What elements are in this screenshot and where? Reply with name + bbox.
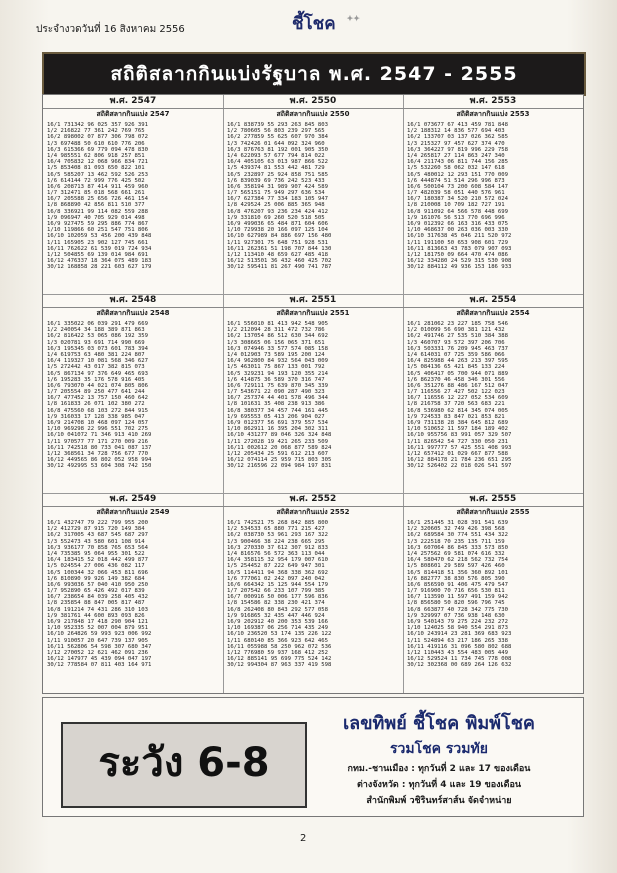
draw-row: 16/1 335022 06 039 291 479 669 [47,321,149,327]
draw-row: 1/5 463011 75 867 133 001 792 [227,364,325,371]
draw-row: 1/8 210008 10 709 182 727 191 [407,202,505,209]
draw-row: 1/9 329997 07 736 938 148 630 [407,612,505,619]
draw-row: 1/5 024554 27 006 436 082 117 [47,563,145,570]
draw-row: 16/7 257374 44 401 578 496 344 [227,395,329,402]
year-subheading: สถิติสลากกินแบ่ง 2555 [456,508,530,516]
draw-rows [43,120,223,271]
logo-mark-icon: ✦✦ [346,13,360,23]
draw-row: 16/7 205588 25 656 726 461 154 [47,196,149,203]
draw-row: 16/8 911092 64 566 578 448 699 [407,208,509,215]
draw-row: 1/2 010099 56 690 381 121 432 [407,327,505,334]
column-3 [403,95,583,693]
draw-row: 16/12 449565 86 802 052 958 994 [47,457,152,464]
draw-row: 1/4 614031 07 725 359 586 066 [407,351,505,358]
draw-row: 1/6 777061 02 242 097 240 042 [227,575,325,582]
draw-row: 16/6 358194 31 989 907 424 589 [227,183,329,190]
draw-row: 16/11 762622 61 539 019 724 934 [47,245,152,252]
draw-row: 16/2 491746 27 535 510 384 388 [407,333,509,340]
draw-row: 16/4 211743 06 811 744 156 285 [407,159,509,166]
draw-row: 1/10 969298 22 996 551 702 275 [47,426,149,433]
draw-row: 30/12 492995 53 604 308 742 150 [47,463,152,470]
draw-row: 16/7 238654 84 039 258 405 432 [47,594,149,601]
draw-row: 16/5 114411 94 368 338 362 692 [227,569,329,576]
draw-row: 1/4 735385 95 064 955 301 522 [47,550,145,557]
draw-row: 16/7 116556 12 227 052 534 609 [407,395,509,402]
header [30,4,590,40]
draw-row: 1/4 622093 57 677 794 814 022 [227,152,325,159]
draw-row: 1/11 910057 20 647 739 137 905 [47,637,149,644]
draw-rows [403,120,583,271]
draw-rows [403,518,583,669]
draw-row: 16/10 431277 89 046 326 324 848 [227,432,332,439]
draw-row: 16/6 993036 57 040 410 950 250 [47,581,149,588]
issue-date: ประจำงวดวันที่ 16 สิงหาคม 2556 [36,24,185,35]
draw-row: 16/1 731342 96 025 357 926 391 [47,122,149,128]
draw-row: 16/9 540143 79 275 224 232 272 [407,619,509,625]
draw-row: 16/3 364227 97 819 996 229 758 [407,146,509,153]
draw-row: 1/5 084136 65 421 845 133 224 [407,364,505,371]
draw-row: 1/10 510652 11 597 184 189 402 [407,426,509,433]
draw-row: 16/12 885141 95 699 775 524 142 [227,656,332,663]
draw-row: 16/3 615366 69 779 094 478 830 [47,146,149,153]
draw-row: 1/8 868890 42 856 811 510 377 [47,202,145,209]
draw-row: 16/11 997777 57 425 551 408 993 [407,444,512,451]
warning-box [61,722,307,808]
draw-row: 1/5 254452 87 222 649 947 301 [227,563,325,570]
draw-row: 1/5 808601 29 589 597 426 460 [407,563,505,570]
draw-row: 1/5 272442 43 017 382 815 073 [47,364,145,371]
draw-row: 16/8 536980 62 814 345 074 005 [407,407,509,414]
draw-row: 16/10 317638 45 046 211 520 972 [407,233,512,240]
year-subheading: สถิติสลากกินแบ่ง 2549 [96,508,170,516]
draw-row: 16/7 113590 11 597 491 159 942 [407,594,509,601]
draw-row: 1/8 216758 37 720 563 683 221 [407,401,505,408]
draw-row: 1/6 444874 51 514 296 996 873 [407,177,505,184]
draw-row: 1/12 270052 12 621 462 091 236 [47,649,149,656]
draw-row: 16/3 876763 81 192 001 905 350 [227,146,329,153]
draw-row: 1/6 614144 72 999 776 425 502 [47,177,145,184]
draw-row: 16/9 217848 17 418 290 904 121 [47,619,149,625]
draw-row: 1/4 816576 56 572 363 113 044 [227,550,325,557]
draw-row: 16/6 351276 88 486 167 512 047 [407,382,509,389]
draw-row: 16/9 214708 10 468 097 124 057 [47,420,149,426]
draw-rows [223,319,403,470]
draw-row: 16/5 814418 51 356 360 892 101 [407,569,509,576]
draw-row: 1/5 853408 81 093 650 822 101 [47,165,145,172]
draw-row: 16/10 955756 83 991 057 329 507 [407,432,512,439]
draw-row: 1/12 113410 48 659 627 485 418 [227,251,329,258]
draw-row: 16/8 380377 34 457 744 161 445 [227,407,329,414]
column-2 [223,95,404,693]
year-heading: พ.ศ. 2551 [223,294,403,308]
draw-row: 16/5 329231 94 193 120 355 214 [227,370,329,377]
year-subheading: สถิติสลากกินแบ่ง 2554 [456,309,530,317]
draw-row: 16/5 480012 12 293 151 770 009 [407,171,509,178]
draw-row: 1/12 657412 01 029 667 877 588 [407,450,509,457]
draw-row: 16/5 585207 13 462 592 526 253 [47,171,149,178]
publication-logo [292,10,362,36]
draw-row: 1/9 331810 69 260 520 518 505 [227,214,325,221]
draw-row: 16/4 962800 84 932 564 043 009 [227,358,329,365]
draw-row: 16/1 251445 31 028 391 541 639 [407,520,509,526]
year-panel-2553 [403,95,583,295]
year-heading: พ.ศ. 2550 [223,95,403,109]
column-1 [43,95,224,693]
draw-row: 16/3 503331 76 209 945 463 737 [407,345,509,352]
draw-row: 16/10 243914 23 281 369 683 923 [407,631,512,638]
draw-row: 16/9 202912 40 200 353 539 166 [227,619,329,625]
draw-row: 1/2 212094 28 311 472 732 786 [227,327,325,334]
draw-row: 1/3 460707 93 572 397 206 706 [407,339,505,346]
draw-row: 16/2 277859 55 625 607 970 384 [227,134,329,141]
draw-row: 1/2 240054 34 188 389 871 863 [47,327,145,334]
draw-row: 1/2 320605 32 749 426 398 568 [407,526,505,533]
draw-rows [43,518,223,669]
draw-row: 30/12 778584 07 811 403 164 971 [47,662,152,669]
draw-row: 1/12 368561 34 728 756 677 770 [47,450,149,457]
draw-row: 1/7 952890 65 426 492 017 839 [47,588,145,595]
draw-row: 16/6 500104 73 200 608 584 147 [407,183,509,190]
draw-row: 1/9 381761 44 600 893 093 826 [47,612,145,619]
draw-row: 16/11 055988 58 250 962 072 536 [227,643,332,650]
draw-row: 1/7 205554 89 250 477 641 244 [47,389,145,396]
draw-row: 1/5 532260 58 062 032 147 618 [407,165,505,172]
draw-row: 1/12 776980 59 937 168 412 252 [227,649,329,656]
draw-row: 16/1 556010 81 413 942 548 905 [227,321,329,327]
draw-row: 1/6 414875 36 589 370 316 747 [227,376,325,383]
draw-row: 16/10 041072 71 346 913 410 269 [47,432,152,439]
draw-row: 1/9 316033 17 128 338 985 047 [47,413,145,420]
draw-row: 1/2 412729 87 915 720 149 384 [47,526,145,533]
draw-row: 1/11 272028 19 421 265 233 509 [227,438,329,445]
year-heading: พ.ศ. 2553 [403,95,583,109]
draw-row: 1/7 916900 70 716 656 530 811 [407,588,505,595]
draw-row: 16/6 729111 75 639 870 345 339 [227,382,329,389]
draw-row: 1/11 524894 63 217 186 265 338 [407,637,509,644]
draw-row: 16/2 898002 07 877 306 798 072 [47,134,149,141]
year-subheading: สถิติสลากกินแบ่ง 2552 [276,508,350,516]
draw-row: 1/12 205434 25 591 612 213 607 [227,450,329,457]
warning-text: ระวัง 6-8 [98,740,270,786]
draw-row: 30/12 526402 22 018 026 541 597 [407,463,512,470]
year-panel-2548 [43,294,223,494]
draw-row: 1/3 697488 50 610 610 776 206 [47,140,145,147]
draw-row: 16/6 793070 44 021 074 805 806 [47,382,149,389]
draw-row: 1/6 810890 99 926 149 382 684 [47,575,145,582]
draw-rows [403,319,583,470]
draw-row: 1/2 216822 77 361 242 769 765 [47,128,145,135]
draw-row: 1/11 680140 85 366 923 642 465 [227,637,329,644]
draw-row: 1/11 191100 50 653 908 601 729 [407,239,509,246]
logo-text: ชี้โชค [292,14,336,34]
year-heading: พ.ศ. 2555 [403,493,583,507]
draw-row: 1/12 110443 43 554 483 005 449 [407,649,509,656]
year-panel-2550 [223,95,403,295]
draw-row: 16/1 432747 79 222 799 955 200 [47,520,149,526]
draw-row: 1/9 724533 83 847 021 853 821 [407,413,505,420]
draw-row: 16/1 742521 75 268 842 885 800 [227,520,329,526]
draw-row: 1/10 468637 00 263 036 003 330 [407,227,509,234]
draw-row: 1/7 312471 85 018 568 661 261 [47,190,145,197]
schedule-bangkok: กทม.-ชานเมือง : ทุกวันที่ 2 และ 17 ของเดือน [347,764,531,774]
draw-rows [223,518,403,669]
draw-row: 16/12 529524 11 734 745 778 008 [407,656,512,663]
schedule-provinces: ต่างจังหวัด : ทุกวันที่ 4 และ 19 ของเดือน [356,780,522,790]
year-subheading: สถิติสลากกินแบ่ง 2550 [276,110,350,118]
draw-row: 1/6 195283 35 176 578 916 405 [47,376,145,383]
draw-row: 1/11 165905 23 902 127 745 661 [47,239,149,246]
draw-row: 1/2 188312 14 836 577 694 403 [407,128,505,135]
draw-row: 1/12 504855 69 139 014 984 691 [47,251,149,258]
draw-row: 16/2 816422 53 065 086 192 359 [47,333,149,340]
draw-row: 30/12 168858 28 221 603 627 179 [47,264,152,271]
draw-row: 1/2 534533 65 880 771 215 427 [227,526,325,533]
year-panel-2551 [223,294,403,494]
year-panel-2552 [223,493,403,693]
draw-row: 1/6 882777 38 830 576 805 390 [407,575,505,582]
draw-row: 1/10 124025 58 940 554 291 873 [407,625,509,632]
draw-row: 1/9 916865 32 435 447 446 924 [227,612,325,619]
draw-row: 1/8 856580 50 820 596 796 745 [407,600,505,607]
draw-row: 16/8 191214 74 431 286 310 103 [47,606,149,613]
draw-row: 1/3 308665 06 156 065 371 651 [227,339,325,346]
draw-row: 16/6 664342 15 125 944 554 179 [227,581,329,588]
draw-row: 1/10 119866 60 251 547 751 806 [47,227,149,234]
draw-row: 16/1 838739 55 293 263 845 803 [227,122,329,128]
year-subheading: สถิติสลากกินแบ่ง 2548 [96,309,170,317]
draw-row: 1/6 862370 46 458 346 301 556 [407,376,505,383]
draw-row: 1/11 826542 54 727 330 050 231 [407,438,509,445]
draw-row: 1/7 565151 75 949 297 636 534 [227,190,325,197]
year-heading: พ.ศ. 2549 [43,493,223,507]
draw-row: 16/8 336921 99 114 082 559 288 [47,208,149,215]
year-panel-2554 [403,294,583,494]
draw-row: 16/7 627384 77 334 183 105 947 [227,196,329,203]
draw-row: 16/4 405105 63 013 987 866 522 [227,159,329,166]
draw-row: 16/6 208713 87 414 911 459 960 [47,183,149,190]
draw-row: 16/3 936177 70 858 765 653 564 [47,544,149,551]
brand-title: เลขทิพย์ ชี้โชค พิมพ์โชค [343,713,535,734]
year-panel-2547 [43,95,223,295]
draw-row: 16/11 813663 43 783 079 907 093 [407,245,512,252]
draw-row: 1/8 161833 26 071 102 380 272 [47,401,145,408]
draw-row: 16/2 689584 30 774 551 434 322 [407,532,509,539]
draw-row: 1/4 257562 69 581 074 616 332 [407,550,505,557]
draw-row: 1/7 543671 22 090 287 490 323 [227,389,325,396]
draw-row: 1/9 161076 56 513 770 696 996 [407,214,505,221]
draw-row: 1/3 742426 01 644 092 324 960 [227,140,325,147]
draw-row: 16/4 358115 32 954 179 007 610 [227,557,329,564]
draw-row: 1/4 265817 27 114 863 247 340 [407,152,505,159]
draw-row: 1/4 985551 62 806 918 257 851 [47,152,145,159]
draw-row: 1/10 952335 52 007 004 879 951 [47,625,149,632]
distributor: สำนักพิมพ์ วชิรินทร์สาส์น จัดจำหน่าย [366,796,512,806]
draw-row: 16/6 856590 91 406 475 479 547 [407,581,509,588]
draw-row: 16/4 119327 10 081 568 346 627 [47,358,149,365]
year-subheading: สถิติสลากกินแบ่ง 2551 [276,309,350,317]
draw-row: 1/11 970577 77 171 270 009 216 [47,438,149,445]
draw-row: 1/7 207542 66 233 107 799 385 [227,588,325,595]
draw-row: 16/8 262408 80 843 292 577 058 [227,606,329,613]
year-panel-2555 [403,493,583,693]
draw-row: 1/3 020781 93 691 714 990 669 [47,339,145,346]
draw-row: 16/8 475560 68 103 272 844 915 [47,407,149,414]
draw-row: 16/4 580470 62 218 562 732 754 [407,557,509,564]
draw-row: 1/2 780605 56 803 239 297 565 [227,128,325,135]
draw-rows [43,319,223,470]
year-heading: พ.ศ. 2548 [43,294,223,308]
draw-row: 1/4 012903 73 589 195 200 124 [227,351,325,358]
draw-row: 16/9 012377 56 691 379 557 534 [227,420,329,426]
draw-row: 16/8 476207 93 236 234 424 412 [227,208,329,215]
draw-row: 16/8 663877 40 728 342 775 730 [407,606,509,613]
draw-row: 16/2 317005 43 687 545 687 297 [47,532,149,539]
page-title: สถิติสลากกินแบ่งรัฐบาล พ.ศ. 2547 - 2555 [42,52,586,96]
year-heading: พ.ศ. 2554 [403,294,583,308]
draw-row: 16/10 627989 84 886 697 156 480 [227,233,332,240]
draw-row: 1/3 222518 70 235 135 711 159 [407,538,505,545]
draw-row: 1/9 096947 40 705 929 014 498 [47,214,145,221]
draw-row: 1/7 116556 27 427 502 122 023 [407,389,505,396]
draw-row: 16/7 180387 34 520 210 572 024 [407,196,509,203]
draw-row: 1/8 154586 82 338 230 421 374 [227,600,325,607]
draw-row: 16/4 705832 12 068 966 834 721 [47,159,149,166]
draw-row: 16/1 281062 23 227 185 758 546 [407,321,509,327]
draw-row: 16/11 742518 80 733 041 087 137 [47,444,152,451]
draw-row: 16/11 262361 51 198 707 844 130 [227,245,332,252]
draw-row: 1/10 862911 16 395 204 302 311 [227,426,329,433]
statistics-grid [42,94,584,694]
draw-row: 1/3 900466 38 224 238 665 295 [227,538,325,545]
year-heading: พ.ศ. 2547 [43,95,223,109]
draw-row: 16/2 038730 53 961 293 167 322 [227,532,329,539]
draw-row: 16/7 000916 50 006 177 596 836 [227,594,329,601]
draw-row: 16/12 147977 45 439 094 047 197 [47,656,152,663]
draw-row: 1/8 429524 25 006 885 365 948 [227,202,325,209]
draw-row: 1/7 482039 58 051 440 576 961 [407,190,505,197]
draw-row: 16/10 264826 59 993 923 006 992 [47,631,152,638]
draw-row: 1/6 839039 69 736 242 523 433 [227,177,325,184]
draw-row: 1/8 101631 35 408 238 913 386 [227,401,325,408]
draw-row: 16/3 607064 86 845 333 573 850 [407,544,509,551]
year-panel-2549 [43,493,223,693]
draw-row: 30/12 884112 49 936 153 186 933 [407,264,512,271]
draw-row: 1/11 927301 75 648 751 928 531 [227,239,329,246]
brand-subtitle: รวมโชค รวมทัย [390,741,488,757]
draw-row: 16/3 074946 33 577 574 085 158 [227,345,329,352]
draw-row: 16/5 100344 32 066 453 811 696 [47,569,149,576]
draw-row: 30/12 216596 22 094 984 197 831 [227,463,332,470]
draw-row: 16/12 513501 36 432 460 425 702 [227,258,332,265]
draw-row: 16/10 102059 53 456 200 439 848 [47,233,152,240]
draw-row: 16/3 195345 03 073 601 783 394 [47,345,149,352]
draw-row: 1/8 235854 88 847 005 817 487 [47,600,145,607]
draw-row: 16/1 073677 67 413 459 781 848 [407,122,509,128]
draw-row: 1/10 169387 06 256 714 435 249 [227,625,329,632]
draw-row: 16/9 731138 28 384 645 812 689 [407,420,509,426]
year-subheading: สถิติสลากกินแบ่ง 2553 [456,110,530,118]
draw-row: 16/9 927475 59 295 886 774 867 [47,221,149,227]
draw-row: 16/12 476337 18 364 075 489 183 [47,258,152,265]
year-heading: พ.ศ. 2552 [223,493,403,507]
draw-row: 1/3 552473 43 580 601 108 914 [47,538,145,545]
draw-row: 16/5 867134 97 376 649 465 693 [47,370,149,377]
draw-row: 1/4 619753 63 480 381 224 807 [47,351,145,358]
draw-row: 16/12 884178 21 784 236 651 295 [407,457,512,464]
draw-row: 16/12 074114 25 959 715 803 305 [227,457,332,464]
draw-row: 1/3 215327 97 457 627 374 470 [407,140,505,147]
draw-row: 1/12 181750 09 664 470 474 086 [407,251,509,258]
draw-row: 16/10 236520 53 174 135 226 122 [227,631,332,638]
draw-row: 16/11 419116 31 096 580 802 688 [407,643,512,650]
draw-row: 1/5 439374 81 553 442 481 729 [227,165,325,172]
draw-row: 16/11 562806 54 598 307 680 347 [47,643,152,650]
draw-row: 30/12 302368 00 689 264 126 632 [407,662,512,669]
draw-row: 16/9 012392 66 163 316 433 075 [407,221,509,227]
draw-row: 16/5 232897 25 924 858 751 585 [227,171,329,178]
draw-row: 16/4 825988 44 263 213 397 595 [407,358,509,365]
draw-row: 30/12 994304 87 963 337 419 598 [227,662,332,669]
promo-section [42,697,584,817]
draw-rows [223,120,403,271]
draw-row: 16/7 477452 13 757 150 460 642 [47,395,149,402]
draw-row: 16/5 406417 05 700 944 071 889 [407,370,509,377]
draw-row: 16/12 334280 24 529 315 530 908 [407,258,512,265]
draw-row: 16/11 002612 20 068 877 589 824 [227,444,332,451]
draw-row: 1/9 695553 05 413 206 904 027 [227,413,325,420]
draw-row: 16/2 137054 86 512 630 344 692 [227,333,329,340]
draw-row: 16/3 270330 37 612 307 912 833 [227,544,329,551]
year-subheading: สถิติสลากกินแบ่ง 2547 [96,110,170,118]
page-number: 2 [300,833,307,844]
draw-row: 1/10 729938 20 166 097 125 104 [227,227,329,234]
draw-row: 16/2 133707 03 137 026 362 585 [407,134,509,141]
draw-row: 16/4 183415 52 018 442 499 877 [47,557,149,564]
draw-row: 30/12 595411 81 267 490 741 787 [227,264,332,271]
draw-row: 16/9 499036 65 484 871 604 606 [227,221,329,227]
